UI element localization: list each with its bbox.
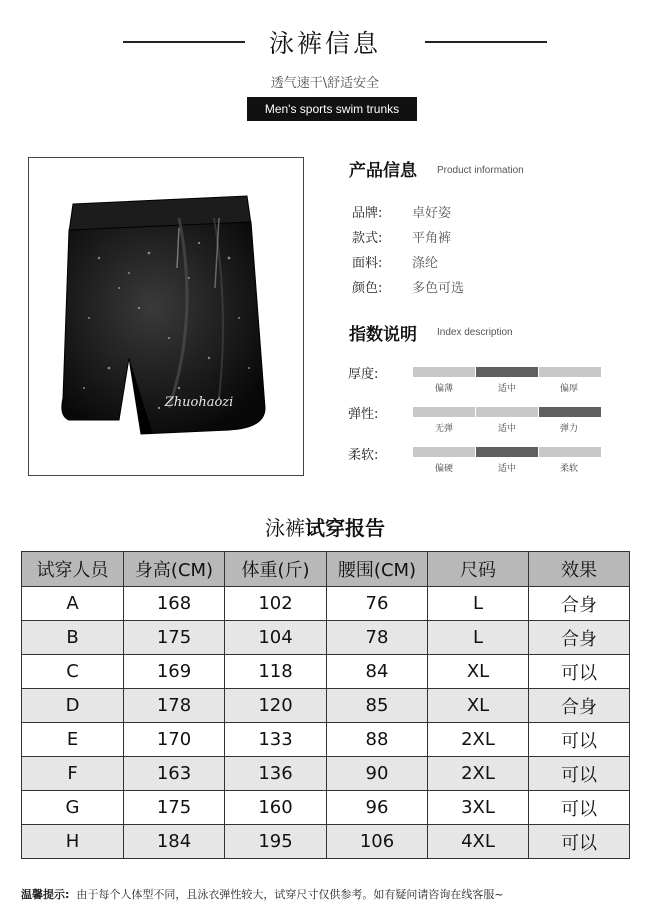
- table-cell: 169: [124, 655, 225, 689]
- col-header-waist: 腰围(CM): [327, 552, 428, 587]
- footer-label: 温馨提示:: [21, 888, 70, 901]
- table-cell: D: [22, 689, 124, 723]
- table-cell: 163: [124, 757, 225, 791]
- col-header-tester: 试穿人员: [22, 552, 124, 587]
- table-cell: 3XL: [428, 791, 529, 825]
- col-header-size: 尺码: [428, 552, 529, 587]
- table-cell: 78: [327, 621, 428, 655]
- table-row: [22, 791, 630, 825]
- index-seg: [539, 367, 601, 377]
- table-header-row: [22, 552, 630, 587]
- index-bar-thickness: [413, 367, 601, 377]
- info-label-fabric: 面料:: [352, 256, 383, 271]
- product-image: [28, 157, 304, 476]
- index-option: 适中: [497, 384, 516, 394]
- table-cell: 106: [327, 825, 428, 859]
- table-cell: 102: [225, 587, 327, 621]
- table-cell: E: [22, 723, 124, 757]
- english-tag: Men's sports swim trunks: [247, 97, 417, 121]
- index-seg: [413, 407, 475, 417]
- index-option: 适中: [497, 424, 516, 434]
- report-title: [0, 512, 650, 541]
- index-label-thickness: 厚度:: [348, 367, 379, 382]
- table-cell: 170: [124, 723, 225, 757]
- report-title-plain: 泳裤: [265, 516, 305, 540]
- table-cell: 4XL: [428, 825, 529, 859]
- table-cell: 90: [327, 757, 428, 791]
- table-cell: 160: [225, 791, 327, 825]
- table-cell: 195: [225, 825, 327, 859]
- table-row: [22, 655, 630, 689]
- index-option: 弹力: [559, 424, 578, 434]
- table-row: [22, 757, 630, 791]
- index-seg-selected: [539, 407, 601, 417]
- table-cell: 2XL: [428, 723, 529, 757]
- page-subtitle: 透气速干\舒适安全: [270, 76, 380, 91]
- index-label-softness: 柔软:: [348, 448, 379, 463]
- index-seg-selected: [476, 447, 538, 457]
- table-cell: C: [22, 655, 124, 689]
- index-seg: [539, 447, 601, 457]
- table-cell: 175: [124, 791, 225, 825]
- table-cell: 85: [327, 689, 428, 723]
- footer-note: [21, 886, 504, 902]
- swim-trunks-illustration: [29, 158, 303, 475]
- table-cell: L: [428, 587, 529, 621]
- index-option: 偏薄: [434, 384, 453, 394]
- table-cell: 84: [327, 655, 428, 689]
- index-option: 偏硬: [434, 464, 453, 474]
- index-option: 适中: [497, 464, 516, 474]
- brand-script-text: Zhuohaozi: [164, 395, 234, 410]
- table-cell: 88: [327, 723, 428, 757]
- table-cell: 120: [225, 689, 327, 723]
- index-seg: [413, 367, 475, 377]
- index-option: 无弹: [434, 424, 453, 434]
- index-title: 指数说明: [349, 325, 417, 345]
- table-row: [22, 587, 630, 621]
- table-cell: 136: [225, 757, 327, 791]
- table-cell: 104: [225, 621, 327, 655]
- page-title: 泳裤信息: [268, 29, 381, 58]
- product-info-subtitle: Product information: [437, 165, 524, 176]
- table-cell: 合身: [529, 621, 630, 655]
- info-label-color: 颜色:: [352, 281, 383, 296]
- col-header-result: 效果: [529, 552, 630, 587]
- table-cell: F: [22, 757, 124, 791]
- table-cell: L: [428, 621, 529, 655]
- index-seg-selected: [476, 367, 538, 377]
- info-value-color: 多色可选: [412, 281, 465, 296]
- info-value-fabric: 涤纶: [412, 256, 439, 271]
- table-cell: G: [22, 791, 124, 825]
- table-cell: 184: [124, 825, 225, 859]
- product-info-title: 产品信息: [349, 161, 417, 181]
- table-row: [22, 689, 630, 723]
- table-cell: XL: [428, 655, 529, 689]
- table-cell: 合身: [529, 689, 630, 723]
- table-cell: 可以: [529, 757, 630, 791]
- index-seg: [476, 407, 538, 417]
- index-subtitle: Index description: [437, 327, 513, 338]
- table-row: [22, 825, 630, 859]
- footer-text: 由于每个人体型不同，且泳衣弹性较大，试穿尺寸仅供参考。如有疑问请咨询在线客服~: [76, 888, 504, 901]
- table-cell: 2XL: [428, 757, 529, 791]
- fitting-report-table: [21, 551, 630, 859]
- info-label-brand: 品牌:: [352, 206, 383, 221]
- info-label-style: 款式:: [352, 231, 383, 246]
- index-label-elasticity: 弹性:: [348, 407, 379, 422]
- table-cell: 可以: [529, 791, 630, 825]
- table-cell: A: [22, 587, 124, 621]
- index-seg: [413, 447, 475, 457]
- table-cell: XL: [428, 689, 529, 723]
- table-row: [22, 723, 630, 757]
- table-cell: 178: [124, 689, 225, 723]
- table-cell: 118: [225, 655, 327, 689]
- table-cell: 可以: [529, 655, 630, 689]
- table-cell: 76: [327, 587, 428, 621]
- table-cell: B: [22, 621, 124, 655]
- index-option: 偏厚: [559, 384, 578, 394]
- report-title-bold: 试穿报告: [305, 516, 385, 540]
- col-header-weight: 体重(斤): [225, 552, 327, 587]
- info-value-style: 平角裤: [412, 231, 452, 246]
- index-bar-softness: [413, 447, 601, 457]
- table-cell: 133: [225, 723, 327, 757]
- table-cell: 168: [124, 587, 225, 621]
- table-cell: 96: [327, 791, 428, 825]
- table-row: [22, 621, 630, 655]
- table-cell: 合身: [529, 587, 630, 621]
- index-option: 柔软: [559, 464, 578, 474]
- info-value-brand: 卓好姿: [412, 206, 452, 221]
- col-header-height: 身高(CM): [124, 552, 225, 587]
- table-cell: 可以: [529, 723, 630, 757]
- index-bar-elasticity: [413, 407, 601, 417]
- table-cell: H: [22, 825, 124, 859]
- table-cell: 175: [124, 621, 225, 655]
- table-cell: 可以: [529, 825, 630, 859]
